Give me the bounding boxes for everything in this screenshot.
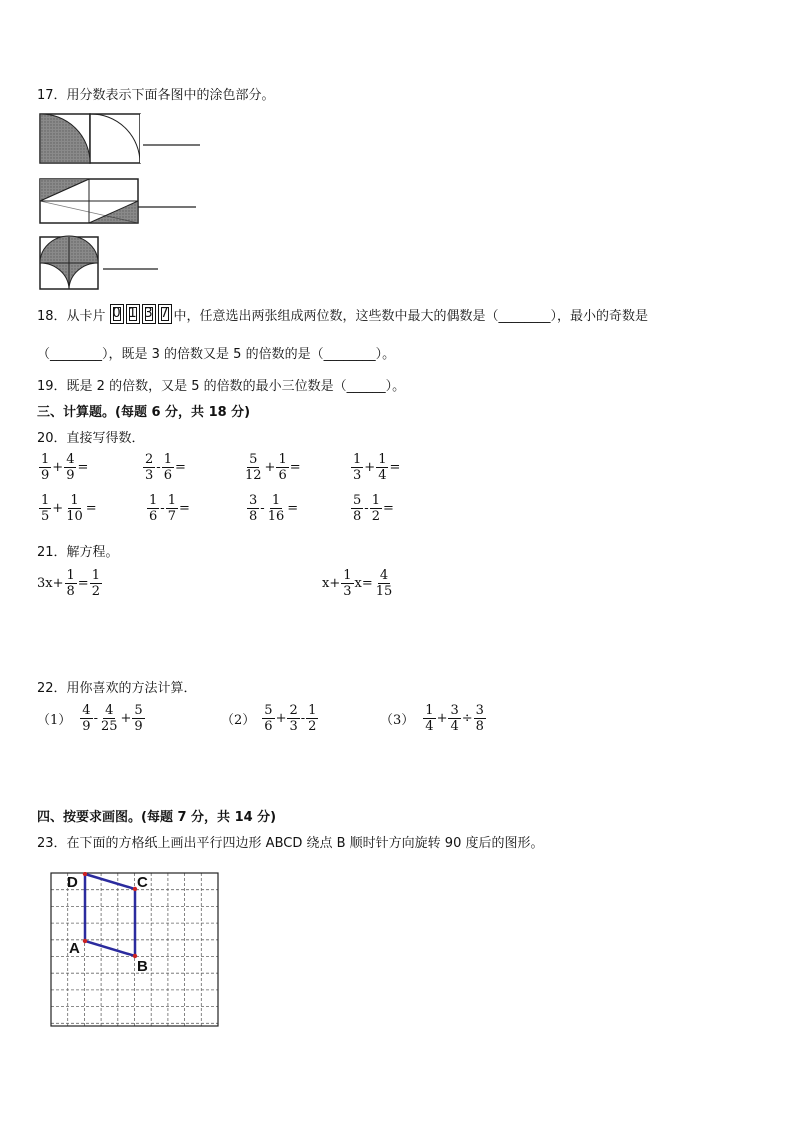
figure-petals [40, 236, 158, 289]
section-3-heading: 三、计算题。(每题 6 分，共 18 分) [37, 405, 251, 420]
number-cards [110, 304, 174, 324]
q20-item-5: $\frac{1}{5}$ + $\frac{1}{10}$ = [41, 493, 97, 524]
label-a: A [69, 940, 80, 957]
label-b: B [137, 958, 148, 975]
q20-item-2: $\frac{2}{3}$ - $\frac{1}{6}$ = [145, 452, 186, 483]
question-19-text: 19．既是 2 的倍数，又是 5 的倍数的最小三位数是（______）。 [37, 379, 406, 394]
question-18-line2: （________），既是 3 的倍数又是 5 的倍数的是（________）。 [37, 347, 396, 362]
q21-equation-1: 3x+ $\frac{1}{8}$ = $\frac{1}{2}$ [37, 568, 100, 599]
point-a [83, 939, 87, 943]
parallelogram-abcd [85, 874, 135, 956]
question-18-line1 [37, 304, 648, 324]
question-21-text: 21．解方程。 [37, 545, 119, 560]
figure-quarter-circles [40, 114, 200, 163]
figure-triangles [40, 179, 196, 223]
q20-item-1: $\frac{1}{9}$ + $\frac{4}{9}$ = [41, 452, 89, 483]
point-d [83, 872, 87, 876]
question-22-text: 22．用你喜欢的方法计算． [37, 681, 197, 696]
card-1: 1 [126, 304, 140, 324]
q20-item-6: $\frac{1}{6}$ - $\frac{1}{7}$ = [149, 493, 190, 524]
card-3: 3 [142, 304, 156, 324]
q20-item-7: $\frac{3}{8}$ - $\frac{1}{16}$ = [249, 493, 299, 524]
q20-item-3: $\frac{5}{12}$ + $\frac{1}{6}$ = [245, 452, 301, 483]
question-20-text: 20．直接写得数． [37, 431, 145, 446]
label-d: D [67, 874, 78, 891]
question-18-suffix: 中，任意选出两张组成两位数，这些数中最大的偶数是（________），最小的奇数是 [173, 308, 649, 324]
q22-item-2: （2） $\frac{5}{6}$ + $\frac{2}{3}$ - $\frac{1}{2}$ [221, 703, 317, 734]
q21-equation-2: x+ $\frac{1}{3}$ x= $\frac{4}{15}$ [322, 568, 393, 599]
q20-item-4: $\frac{1}{3}$ + $\frac{1}{4}$ = [353, 452, 401, 483]
q22-item-3: （3） $\frac{1}{4}$ + $\frac{3}{4}$ ÷ $\frac{3}{8}$ [380, 703, 484, 734]
q20-item-8: $\frac{5}{8}$ - $\frac{1}{2}$ = [353, 493, 394, 524]
question-23-text: 23．在下面的方格纸上画出平行四边形 ABCD 绕点 B 顺时针方向旋转 90 度后的图形。 [37, 836, 544, 851]
question-18-prefix: 18．从卡片 [37, 308, 106, 324]
card-0: 0 [110, 304, 124, 324]
section-4-heading: 四、按要求画图。(每题 7 分，共 14 分) [37, 810, 277, 825]
question-17-text: 17．用分数表示下面各图中的涂色部分。 [37, 88, 275, 103]
card-7: 7 [158, 304, 172, 324]
label-c: C [137, 874, 148, 891]
question-17-figures [38, 112, 208, 292]
q22-item-1: （1） $\frac{4}{9}$ - $\frac{4}{25}$ + $\frac{5}{9}$ [37, 703, 143, 734]
